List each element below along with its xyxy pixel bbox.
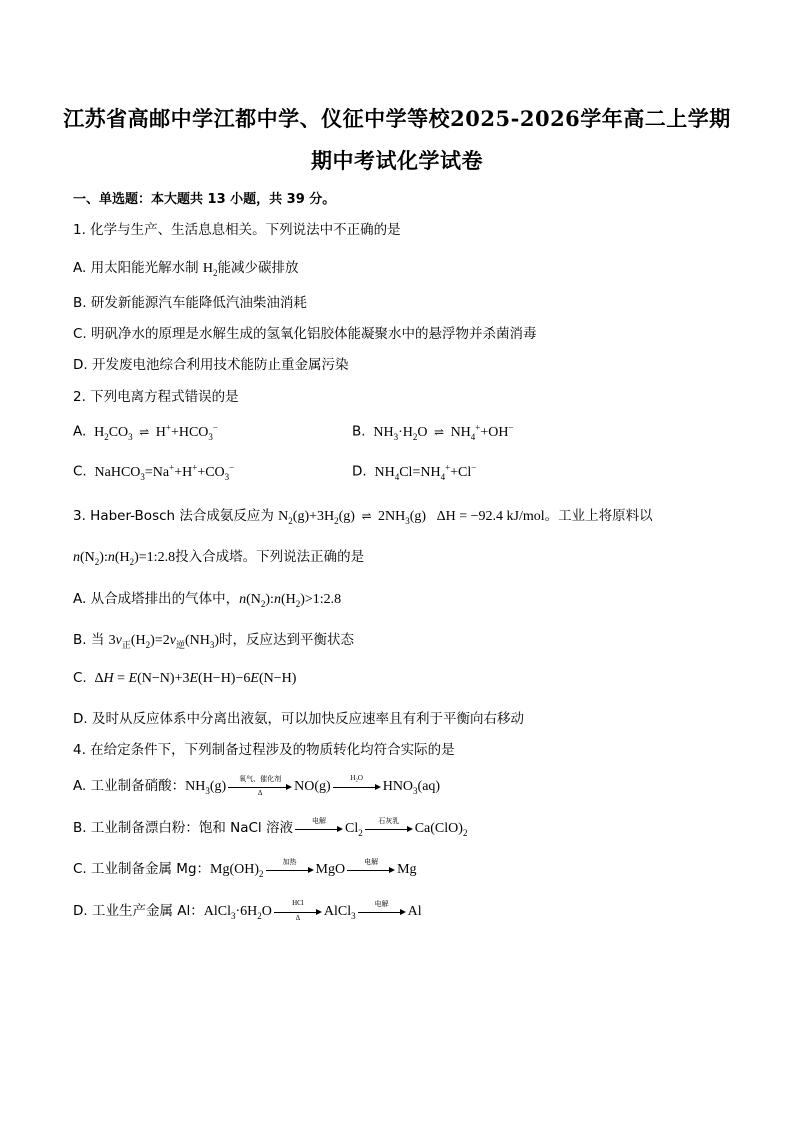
q2-option-d: [352, 462, 476, 481]
q2-option-b-label: B.: [352, 423, 366, 440]
q2-option-c: [73, 462, 234, 481]
q3-stem-text: 3. Haber-Bosch 法合成氨反应为: [73, 508, 279, 524]
q4-option-a-formula: $NH_3(g)$ 氧气、催化剂 Δ NO(g) H₂O $HNO_3(aq)$: [185, 773, 441, 797]
q4-option-c: [73, 857, 417, 879]
q1-option-a: [73, 256, 299, 278]
q3-option-b: [73, 628, 354, 651]
q4-option-d-formula: $AlCl_3\cdot 6H_2O$ HCl Δ AlCl$_3$ 电解 Al: [203, 898, 422, 922]
q4-option-d-text: D. 工业生产金属 Al：: [73, 903, 204, 919]
reaction-arrow-icon: 石灰乳: [365, 822, 413, 836]
q4-option-b: [73, 816, 467, 838]
q2-option-b: [352, 422, 514, 441]
q2-option-c-formula: $NaHCO_3=Na^++H^++CO_3^-$: [91, 462, 235, 482]
reaction-arrow-icon: H₂O: [333, 780, 381, 794]
reaction-arrow-icon: 加热: [266, 863, 314, 877]
q3-option-a-text: A. 从合成塔排出的气体中，: [73, 591, 240, 607]
reaction-arrow-icon: HCl Δ: [274, 905, 322, 919]
q2-option-d-label: D.: [352, 463, 367, 480]
q4-option-a: [73, 774, 440, 796]
q2-option-c-label: C.: [73, 463, 87, 480]
q3-stem-text-end: 。工业上将原料以: [544, 508, 653, 524]
q2-option-d-formula: $NH_4Cl=NH_4^++Cl^-$: [370, 462, 477, 482]
q1-option-a-formula: $H_2$: [202, 261, 218, 278]
reaction-arrow-icon: 电解: [347, 863, 395, 877]
q3-option-d: D. 及时从反应体系中分离出液氨，可以加快反应速率且有利于平衡向右移动: [73, 711, 524, 727]
q4-option-d: [73, 899, 422, 921]
q4-option-c-text: C. 工业制备金属 Mg：: [73, 861, 211, 877]
q1-option-b: B. 研发新能源汽车能降低汽油柴油消耗: [73, 295, 307, 311]
reaction-arrow-icon: 电解: [295, 822, 343, 836]
q3-option-a: [73, 587, 341, 609]
q2-stem: 2. 下列电离方程式错误的是: [73, 389, 239, 405]
q3-enthalpy: ΔH = −92.4 kJ/mol: [436, 509, 545, 524]
q4-stem: 4. 在给定条件下，下列制备过程涉及的物质转化均符合实际的是: [73, 742, 455, 758]
q2-option-a: [73, 422, 218, 441]
q3-stem-line-2: [73, 545, 364, 567]
exam-title-line-1: 江苏省高邮中学江都中学、仪征中学等校2025-2026学年高二上学期: [63, 106, 731, 131]
q1-stem: 1. 化学与生产、生活息息相关。下列说法中不正确的是: [73, 222, 401, 238]
q3-stem: [73, 504, 653, 526]
reaction-arrow-icon: 电解: [358, 905, 406, 919]
q1-option-c: C. 明矾净水的原理是水解生成的氢氧化铝胶体能凝聚水中的悬浮物并杀菌消毒: [73, 326, 537, 342]
q3-stem-line-2-text: 投入合成塔。下列说法正确的是: [175, 549, 365, 565]
section-heading: 一、单选题：本大题共 13 小题，共 39 分。: [73, 192, 336, 207]
q2-option-b-formula: $NH_3\cdot H_2O$ ⇌ $NH_4^++OH^-$: [369, 422, 514, 442]
q4-option-b-text: B. 工业制备漂白粉：饱和 NaCl 溶液: [73, 820, 293, 836]
q3-option-b-formula: $3v_正(H_2)=2v_逆(NH_3)$: [108, 633, 220, 650]
q3-option-b-text: B. 当: [73, 632, 109, 648]
q1-option-a-text: A. 用太阳能光解水制: [73, 260, 203, 276]
q3-option-c-formula: ΔH = E(N−N)+3E(H−H)−6E(N−H): [91, 671, 297, 686]
q3-option-a-formula: $n(N_2):n(H_2)>1:2.8$: [239, 592, 342, 609]
exam-title-line-2: 期中考试化学试卷: [311, 148, 483, 173]
q3-option-c-label: C.: [73, 670, 87, 686]
reaction-arrow-icon: 氧气、催化剂 Δ: [228, 780, 292, 794]
q4-option-a-text: A. 工业制备硝酸：: [73, 778, 186, 794]
q3-option-b-text-end: 时，反应达到平衡状态: [219, 632, 355, 648]
q4-option-c-formula: $Mg(OH)_2$ 加热 MgO 电解 Mg: [210, 857, 417, 879]
q4-option-b-formula: 电解 $Cl_2$ 石灰乳 $Ca(ClO)_2$: [293, 821, 467, 836]
q2-option-a-formula: $H_2CO_3$ ⇌ $H^++HCO_3^-$: [90, 422, 218, 442]
q3-reaction-formula: $N_2(g)+3H_2(g)$ ⇌ $2NH_3(g)$: [278, 509, 437, 526]
q1-option-a-text-end: 能减少碳排放: [217, 260, 299, 276]
q2-option-a-label: A.: [73, 423, 87, 440]
q3-ratio-formula: $n(N_2):n(H_2)=1:2.8$: [73, 550, 176, 567]
q1-option-d: D. 开发废电池综合利用技术能防止重金属污染: [73, 357, 349, 373]
q3-option-c: [73, 670, 296, 687]
